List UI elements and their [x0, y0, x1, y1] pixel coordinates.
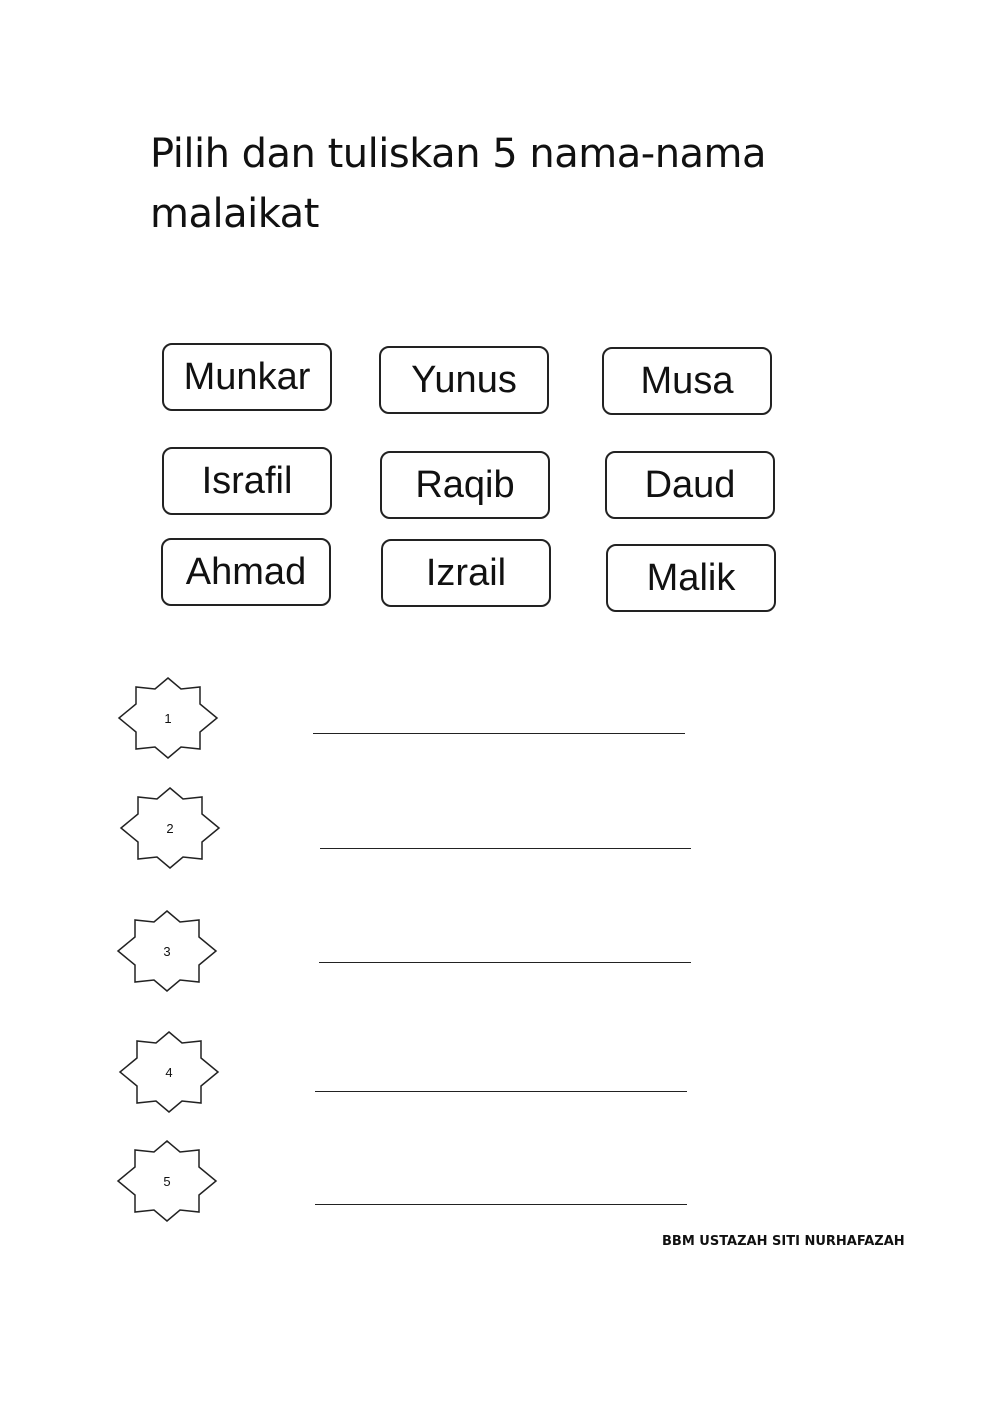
answer-line-1[interactable]	[313, 733, 685, 734]
answer-line-2[interactable]	[320, 848, 691, 849]
instruction-line-1: Pilih dan tuliskan 5 nama-nama	[150, 131, 767, 177]
instruction-title	[150, 124, 850, 244]
word-card-yunus[interactable]: Yunus	[379, 346, 549, 414]
word-card-daud[interactable]: Daud	[605, 451, 775, 519]
answer-number: 3	[163, 943, 171, 959]
answer-number: 4	[165, 1064, 173, 1080]
answer-line-3[interactable]	[319, 962, 691, 963]
answer-number: 2	[166, 820, 174, 836]
star-badge-2	[118, 786, 222, 870]
word-card-izrail[interactable]: Izrail	[381, 539, 551, 607]
star-badge-4	[117, 1030, 221, 1114]
answer-line-4[interactable]	[315, 1091, 687, 1092]
star-badge-5	[115, 1139, 219, 1223]
star-badge-1	[116, 676, 220, 760]
word-card-israfil[interactable]: Israfil	[162, 447, 332, 515]
word-card-ahmad[interactable]: Ahmad	[161, 538, 331, 606]
word-card-munkar[interactable]: Munkar	[162, 343, 332, 411]
answer-number: 1	[164, 710, 172, 726]
answer-number: 5	[163, 1173, 171, 1189]
word-card-raqib[interactable]: Raqib	[380, 451, 550, 519]
instruction-line-2: malaikat	[150, 191, 319, 237]
answer-line-5[interactable]	[315, 1204, 687, 1205]
word-card-malik[interactable]: Malik	[606, 544, 776, 612]
author-credit: BBM USTAZAH SITI NURHAFAZAH	[662, 1234, 905, 1249]
word-card-musa[interactable]: Musa	[602, 347, 772, 415]
star-badge-3	[115, 909, 219, 993]
